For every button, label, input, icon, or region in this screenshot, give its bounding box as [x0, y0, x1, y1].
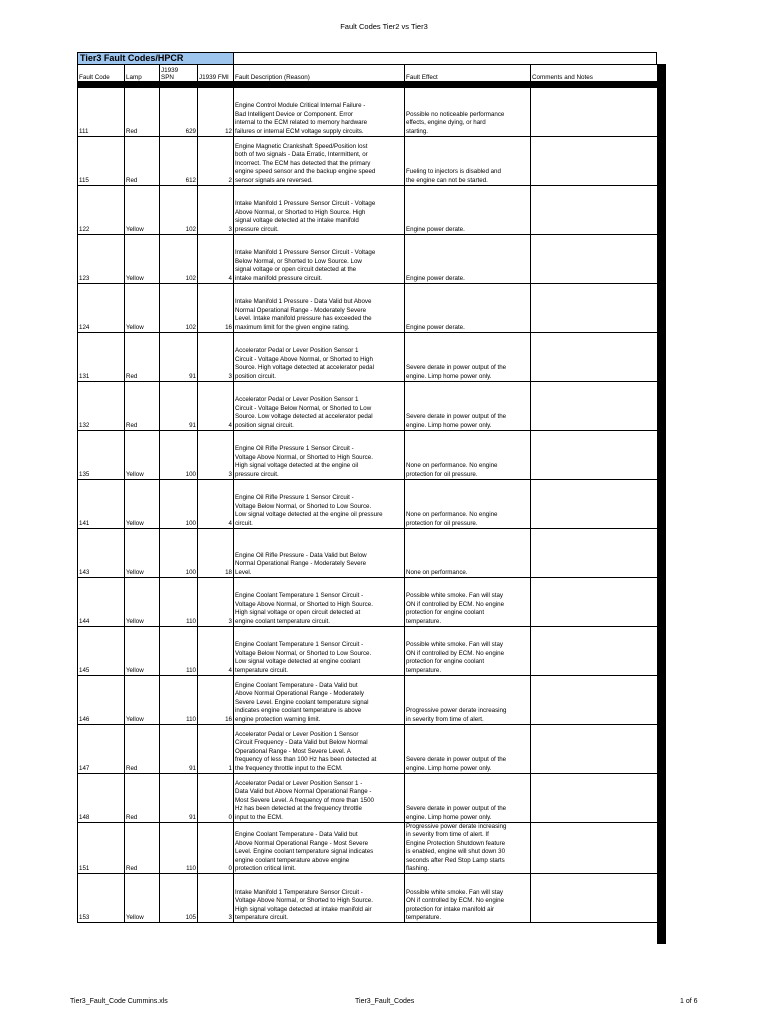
cell-fmi: 4 — [198, 235, 234, 284]
cell-effect: Progressive power derate increasing in severity from time of alert. — [405, 676, 531, 725]
cell-description: Intake Manifold 1 Temperature Sensor Circuit - Voltage Above Normal, or Shorted to High Source. High signal voltage detected at intake manifold air temperature circuit. — [234, 874, 405, 923]
cell-fault-code: 115 — [78, 137, 125, 186]
cell-lamp: Red — [125, 137, 160, 186]
cell-spn: 100 — [160, 431, 198, 480]
table-row — [78, 774, 658, 823]
cell-fault-code: 153 — [78, 874, 125, 923]
cell-lamp: Yellow — [125, 627, 160, 676]
cell-lamp: Yellow — [125, 431, 160, 480]
footer-sheet-name: Tier3_Fault_Codes — [355, 998, 415, 1005]
cell-spn: 110 — [160, 823, 198, 874]
cell-description: Engine Coolant Temperature 1 Sensor Circuit - Voltage Below Normal, or Shorted to Low Source. Low signal voltage detected at engine coolant temperature circuit. — [234, 627, 405, 676]
cell-lamp: Yellow — [125, 284, 160, 333]
table-row — [78, 137, 658, 186]
page-header: Fault Codes Tier2 vs Tier3 — [340, 22, 428, 31]
sheet-title-spacer — [234, 53, 656, 64]
cell-effect: Severe derate in power output of the engine. Limp home power only. — [405, 333, 531, 382]
cell-fault-code: 122 — [78, 186, 125, 235]
cell-comments — [531, 431, 658, 480]
cell-lamp: Yellow — [125, 480, 160, 529]
cell-effect: None on performance. No engine protection for oil pressure. — [405, 480, 531, 529]
col-description: Fault Description (Reason) — [234, 65, 405, 82]
cell-comments — [531, 725, 658, 774]
cell-description: Accelerator Pedal or Lever Position Sensor 1 Circuit - Voltage Above Normal, or Shorted to High Source. High voltage detected at accelerator pedal position circuit. — [234, 333, 405, 382]
cell-comments — [531, 676, 658, 725]
cell-spn: 91 — [160, 774, 198, 823]
cell-fault-code: 145 — [78, 627, 125, 676]
cell-effect: Fueling to injectors is disabled and the engine can not be started. — [405, 137, 531, 186]
cell-fmi: 1 — [198, 725, 234, 774]
table-row — [78, 529, 658, 578]
cell-lamp: Red — [125, 333, 160, 382]
sheet-title: Tier3 Fault Codes/HPCR — [78, 53, 234, 64]
table-row — [78, 480, 658, 529]
cell-fault-code: 151 — [78, 823, 125, 874]
table-row — [78, 284, 658, 333]
cell-comments — [531, 88, 658, 137]
cell-spn: 102 — [160, 186, 198, 235]
cell-fault-code: 147 — [78, 725, 125, 774]
col-fmi: J1939 FMI — [198, 65, 234, 82]
cell-description: Engine Control Module Critical Internal Failure - Bad Intelligent Device or Component. Error internal to the ECM related to memory hardware failures or internal ECM voltage supply circuits. — [234, 88, 405, 137]
cell-spn: 91 — [160, 333, 198, 382]
cell-effect: Engine power derate. — [405, 186, 531, 235]
table-row — [78, 382, 658, 431]
cell-comments — [531, 186, 658, 235]
cell-spn: 100 — [160, 529, 198, 578]
cell-effect: Possible white smoke. Fan will stay ON if controlled by ECM. No engine protection for engine coolant temperature. — [405, 627, 531, 676]
cell-effect: None on performance. — [405, 529, 531, 578]
col-lamp: Lamp — [125, 65, 160, 82]
cell-description: Accelerator Pedal or Lever Position 1 Sensor Circuit Frequency - Data Valid but Below Normal Operational Range - Most Severe Level. A frequency of less than 100 Hz has been detected at the frequency throttle input to the ECM. — [234, 725, 405, 774]
cell-spn: 105 — [160, 874, 198, 923]
cell-effect: Possible no noticeable performance effects, engine dying, or hard starting. — [405, 88, 531, 137]
cell-spn: 612 — [160, 137, 198, 186]
cell-fmi: 3 — [198, 578, 234, 627]
cell-spn: 629 — [160, 88, 198, 137]
cell-fmi: 3 — [198, 431, 234, 480]
cell-lamp: Red — [125, 774, 160, 823]
table-row — [78, 333, 658, 382]
cell-fmi: 3 — [198, 874, 234, 923]
cell-lamp: Red — [125, 823, 160, 874]
cell-comments — [531, 137, 658, 186]
fault-code-table — [77, 64, 658, 923]
cell-lamp: Yellow — [125, 186, 160, 235]
cell-lamp: Yellow — [125, 578, 160, 627]
cell-description: Engine Coolant Temperature - Data Valid but Above Normal Operational Range - Most Severe Level. Engine coolant temperature signal indicates engine coolant temperature above engine protection critical limit. — [234, 823, 405, 874]
cell-comments — [531, 627, 658, 676]
cell-comments — [531, 774, 658, 823]
table-row — [78, 235, 658, 284]
col-effect: Fault Effect — [405, 65, 531, 82]
col-comments: Comments and Notes — [531, 65, 658, 82]
cell-effect: Possible white smoke. Fan will stay ON if controlled by ECM. No engine protection for intake manifold air temperature. — [405, 874, 531, 923]
cell-comments — [531, 823, 658, 874]
cell-description: Engine Coolant Temperature 1 Sensor Circuit - Voltage Above Normal, or Shorted to High Source. High signal voltage or open circuit detected at engine coolant temperature circuit. — [234, 578, 405, 627]
cell-lamp: Red — [125, 88, 160, 137]
cell-fmi: 4 — [198, 627, 234, 676]
table-row — [78, 823, 658, 874]
cell-fmi: 18 — [198, 529, 234, 578]
sheet-edge-bar — [657, 64, 666, 944]
cell-effect: Severe derate in power output of the engine. Limp home power only. — [405, 774, 531, 823]
fault-code-sheet — [77, 52, 657, 923]
header-row — [78, 65, 658, 82]
footer-filename: Tier3_Fault_Code Cummins.xls — [70, 998, 168, 1005]
cell-comments — [531, 529, 658, 578]
fault-rows — [78, 88, 658, 923]
cell-lamp: Yellow — [125, 874, 160, 923]
cell-fmi: 16 — [198, 284, 234, 333]
cell-spn: 91 — [160, 725, 198, 774]
table-row — [78, 676, 658, 725]
cell-description: Intake Manifold 1 Pressure Sensor Circuit - Voltage Above Normal, or Shorted to High Source. High signal voltage detected at the intake manifold pressure circuit. — [234, 186, 405, 235]
cell-description: Intake Manifold 1 Pressure Sensor Circuit - Voltage Below Normal, or Shorted to Low Source. Low signal voltage or open circuit detected at the intake manifold pressure circuit. — [234, 235, 405, 284]
cell-lamp: Yellow — [125, 676, 160, 725]
table-row — [78, 874, 658, 923]
cell-fault-code: 123 — [78, 235, 125, 284]
cell-effect: Engine power derate. — [405, 284, 531, 333]
cell-spn: 102 — [160, 284, 198, 333]
cell-fmi: 4 — [198, 480, 234, 529]
cell-description: Accelerator Pedal or Lever Position Sensor 1 - Data Valid but Above Normal Operational Range - Most Severe Level. A frequency of more than 1500 Hz has been detected at the frequency throttle input to the ECM. — [234, 774, 405, 823]
cell-fault-code: 144 — [78, 578, 125, 627]
col-spn-top: J1939 — [161, 67, 179, 74]
cell-spn: 91 — [160, 382, 198, 431]
cell-effect: Severe derate in power output of the engine. Limp home power only. — [405, 382, 531, 431]
cell-spn: 110 — [160, 578, 198, 627]
cell-description: Intake Manifold 1 Pressure - Data Valid but Above Normal Operational Range - Moderately Severe Level. Intake manifold pressure has exceeded the maximum limit for the given engine rating. — [234, 284, 405, 333]
sheet-title-row — [77, 52, 657, 64]
table-row — [78, 186, 658, 235]
cell-lamp: Red — [125, 725, 160, 774]
cell-lamp: Yellow — [125, 235, 160, 284]
cell-effect: None on performance. No engine protection for oil pressure. — [405, 431, 531, 480]
col-spn-label: SPN — [161, 74, 174, 81]
cell-fmi: 0 — [198, 823, 234, 874]
cell-comments — [531, 874, 658, 923]
cell-fmi: 16 — [198, 676, 234, 725]
cell-description: Accelerator Pedal or Lever Position Sensor 1 Circuit - Voltage Below Normal, or Shorted to Low Source. Low voltage detected at accelerator pedal position signal circuit. — [234, 382, 405, 431]
cell-fmi: 3 — [198, 333, 234, 382]
cell-spn: 110 — [160, 627, 198, 676]
cell-effect: Engine power derate. — [405, 235, 531, 284]
cell-fault-code: 146 — [78, 676, 125, 725]
col-spn — [160, 65, 198, 82]
cell-fmi: 4 — [198, 382, 234, 431]
footer-page-number: 1 of 6 — [680, 998, 698, 1005]
cell-comments — [531, 480, 658, 529]
table-row — [78, 431, 658, 480]
cell-description: Engine Oil Rifle Pressure - Data Valid but Below Normal Operational Range - Moderately Severe Level. — [234, 529, 405, 578]
cell-description: Engine Magnetic Crankshaft Speed/Position lost both of two signals - Data Erratic, Intermittent, or Incorrect. The ECM has detected that the primary engine speed sensor and the backup engine speed sensor signals are reversed. — [234, 137, 405, 186]
cell-fault-code: 124 — [78, 284, 125, 333]
cell-description: Engine Oil Rifle Pressure 1 Sensor Circuit - Voltage Above Normal, or Shorted to High Source. High signal voltage detected at the engine oil pressure circuit. — [234, 431, 405, 480]
cell-fault-code: 143 — [78, 529, 125, 578]
cell-lamp: Yellow — [125, 529, 160, 578]
cell-fault-code: 132 — [78, 382, 125, 431]
cell-fmi: 2 — [198, 137, 234, 186]
cell-fmi: 3 — [198, 186, 234, 235]
cell-comments — [531, 284, 658, 333]
cell-description: Engine Oil Rifle Pressure 1 Sensor Circuit - Voltage Below Normal, or Shorted to Low Source. Low signal voltage detected at the engine oil pressure circuit. — [234, 480, 405, 529]
table-row — [78, 578, 658, 627]
cell-effect: Severe derate in power output of the engine. Limp home power only. — [405, 725, 531, 774]
cell-lamp: Red — [125, 382, 160, 431]
table-row — [78, 725, 658, 774]
cell-comments — [531, 578, 658, 627]
cell-spn: 110 — [160, 676, 198, 725]
cell-spn: 100 — [160, 480, 198, 529]
table-row — [78, 627, 658, 676]
cell-comments — [531, 382, 658, 431]
cell-effect: Possible white smoke. Fan will stay ON if controlled by ECM. No engine protection for engine coolant temperature. — [405, 578, 531, 627]
cell-effect: Progressive power derate increasing in severity from time of alert. If Engine Protection Shutdown feature is enabled, engine will shut down 30 seconds after Red Stop Lamp starts flashing. — [405, 823, 531, 874]
cell-fault-code: 141 — [78, 480, 125, 529]
col-fault-code: Fault Code — [78, 65, 125, 82]
cell-fault-code: 131 — [78, 333, 125, 382]
cell-spn: 102 — [160, 235, 198, 284]
cell-description: Engine Coolant Temperature - Data Valid but Above Normal Operational Range - Moderately Severe Level. Engine coolant temperature signal indicates engine coolant temperature is above engine protection warning limit. — [234, 676, 405, 725]
cell-fmi: 0 — [198, 774, 234, 823]
cell-fault-code: 135 — [78, 431, 125, 480]
cell-fault-code: 148 — [78, 774, 125, 823]
table-row — [78, 88, 658, 137]
cell-comments — [531, 333, 658, 382]
cell-fault-code: 111 — [78, 88, 125, 137]
cell-comments — [531, 235, 658, 284]
cell-fmi: 12 — [198, 88, 234, 137]
